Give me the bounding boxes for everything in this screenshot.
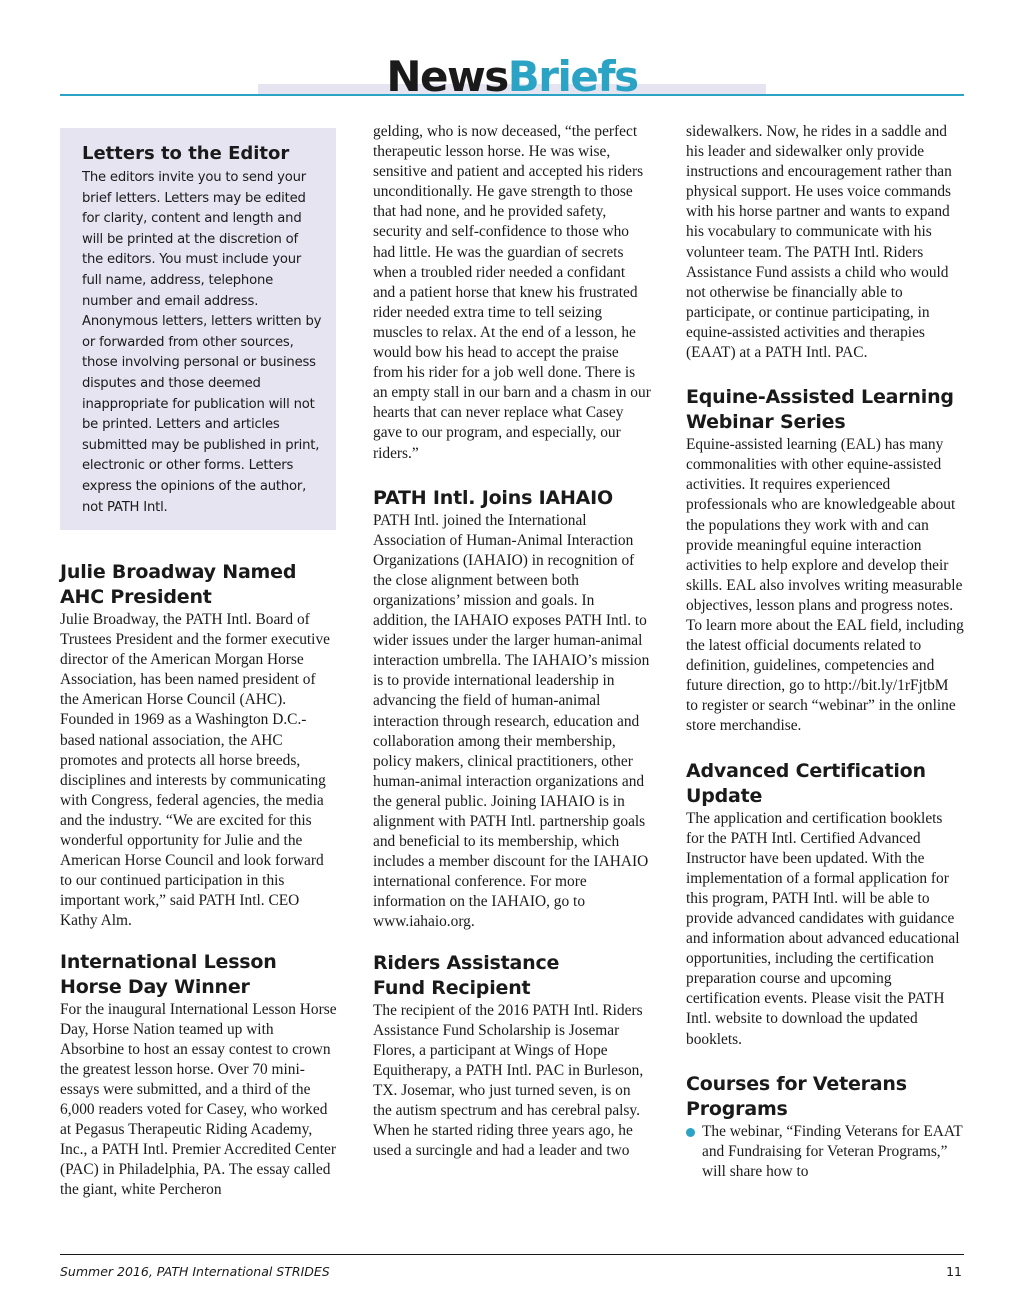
advanced-text: The application and certification booklets for the PATH Intl. Certified Advanced Instructor have been updated. With the implementation of a formal application for this program, PATH Intl. will be able to provide advanced candidates with guidance and information about advanced educational opportunities, including the certification preparation course and upcoming certification events. Please visit the PATH Intl. website to download the updated booklets. xyxy=(686,809,960,1048)
lesson-horse-text: For the inaugural International Lesson Horse Day, Horse Nation teamed up with Absorbine to host an essay contest to crown the greatest lesson horse. Over 70 mini-essays were submitted, and a third of the 6,000 readers voted for Casey, who worked at Pegasus Therapeutic Riding Academy, Inc., a PATH Intl. Premier Accredited Center (PAC) in Philadelphia, PA. The essay called the giant, white Percheron xyxy=(60,1000,337,1199)
riders-fund-text: The recipient of the 2016 PATH Intl. Riders Assistance Fund Scholarship is Josemar Flores, a participant at Wings of Hope Equitherapy, a PATH Intl. PAC in Burleson, TX. Josemar, who just turned seven, is on the autism spectrum and has cerebral palsy. When he started riding three years ago, he used a surcingle and had a leader and two xyxy=(373,1001,644,1160)
riders-fund-continued: sidewalkers. Now, he rides in a saddle and his leader and sidewalker only provide instructions and encouragement rather than physical support. He uses voice commands with his horse partner and wants to expand his vocabulary to communicate with his volunteer team. The PATH Intl. Riders Assistance Fund assists a child who would not otherwise be financially able to participate, or continue participating, in equine-assisted activities and therapies (EAAT) at a PATH Intl. PAC. xyxy=(686,123,952,362)
riders-fund-heading: Riders Assistance Fund Recipient xyxy=(373,951,560,999)
column-3 xyxy=(686,122,964,1182)
advanced-heading: Advanced Certification Update xyxy=(686,759,926,807)
letters-to-editor-box xyxy=(60,128,336,530)
masthead-title xyxy=(0,52,1024,102)
footer-page-number: 11 xyxy=(946,1264,962,1279)
column-2 xyxy=(373,122,651,1161)
eal-heading: Equine-Assisted Learning Webinar Series xyxy=(686,386,954,434)
broadway-text: Julie Broadway, the PATH Intl. Board of Trustees President and the former executive director of the American Morgan Horse Association, has been named president of the American Horse Council (AHC). Founded in 1969 as a Washington D.C.-based national association, the AHC promotes and protects all horse breeds, disciplines and interests by communicating with Congress, federal agencies, the media and the industry. “We are excited for this wonderful opportunity for Julie and the American Horse Council and look forward to our continued participation in this important work,” said PATH Intl. CEO Kathy Alm. xyxy=(60,611,330,930)
eal-text: Equine-assisted learning (EAL) has many commonalities with other equine-assisted activities. It requires experienced professionals who are knowledgeable about the populations they work with and can provide meaningful equine interaction activities to help explore and develop their skills. EAL also involves writing measurable objectives, lesson plans and progress notes. To learn more about the EAL field, including the latest official documents related to definition, guidelines, competencies and future direction, go to http://bit.ly/1rFjtbM to register or search “webinar” in the online store merchandise. xyxy=(686,436,964,735)
letters-text: The editors invite you to send your brief letters. Letters may be edited for clarity, content and length and will be printed at the discretion of the editors. You must include your full name, address, telephone number and email address. Anonymous letters, letters written by or forwarded from other sources, those involving personal or business disputes and those deemed inappropriate for publication will not be printed. Letters and articles submitted may be published in print, electronic or other forms. Letters express the opinions of the author, not PATH Intl. xyxy=(82,170,322,515)
masthead-news: News xyxy=(386,52,508,101)
column-1 xyxy=(60,560,338,1200)
veterans-bullet-item xyxy=(686,1122,964,1182)
masthead xyxy=(0,0,1024,110)
iahaio-heading: PATH Intl. Joins IAHAIO xyxy=(373,486,613,509)
bullet-dot-icon xyxy=(686,1128,695,1137)
veterans-heading: Courses for Veterans Programs xyxy=(686,1072,907,1120)
broadway-heading: Julie Broadway Named AHC President xyxy=(60,561,297,608)
lesson-horse-heading: International Lesson Horse Day Winner xyxy=(60,950,277,998)
lesson-horse-continued: gelding, who is now deceased, “the perfect therapeutic lesson horse. He was wise, sensitive and patient and accepted his riders unconditionally. He gave strength to those that had none, and he provided safety, security and self-confidence to those who had little. He was the guardian of secrets when a troubled rider needed a confidant and a patient horse that knew his frustrated rider needed extra time to tell seizing muscles to relax. At the end of a lesson, he would bow his head to accept the praise from his rider for a job well done. There is an empty stall in our barn and a chasm in our hearts that can never replace what Casey gave to our program, and especially, our riders.” xyxy=(373,123,651,462)
masthead-briefs: Briefs xyxy=(507,52,638,101)
footer-publication: Summer 2016, PATH International STRIDES xyxy=(60,1264,330,1279)
footer-rule xyxy=(60,1254,964,1255)
iahaio-text: PATH Intl. joined the International Association of Human-Animal Interaction Organizations (IAHAIO) in recognition of the close alignment between both organizations’ mission and goals. In addition, the IAHAIO exposes PATH Intl. to wider issues under the larger human-animal interaction umbrella. The IAHAIO’s mission is to provide international leadership in advancing the field of human-animal interaction through research, education and collaboration among their membership, policy makers, clinical practitioners, other human-animal interaction organizations and the general public. Joining IAHAIO is in alignment with PATH Intl. partnership goals and beneficial to its membership, which includes a member discount for the IAHAIO international conference. For more information on the IAHAIO, go to www.iahaio.org. xyxy=(373,511,650,931)
letters-title: Letters to the Editor xyxy=(82,143,290,164)
veterans-bullet-text: The webinar, “Finding Veterans for EAAT and Fundraising for Veteran Programs,” will share how to xyxy=(702,1122,963,1180)
